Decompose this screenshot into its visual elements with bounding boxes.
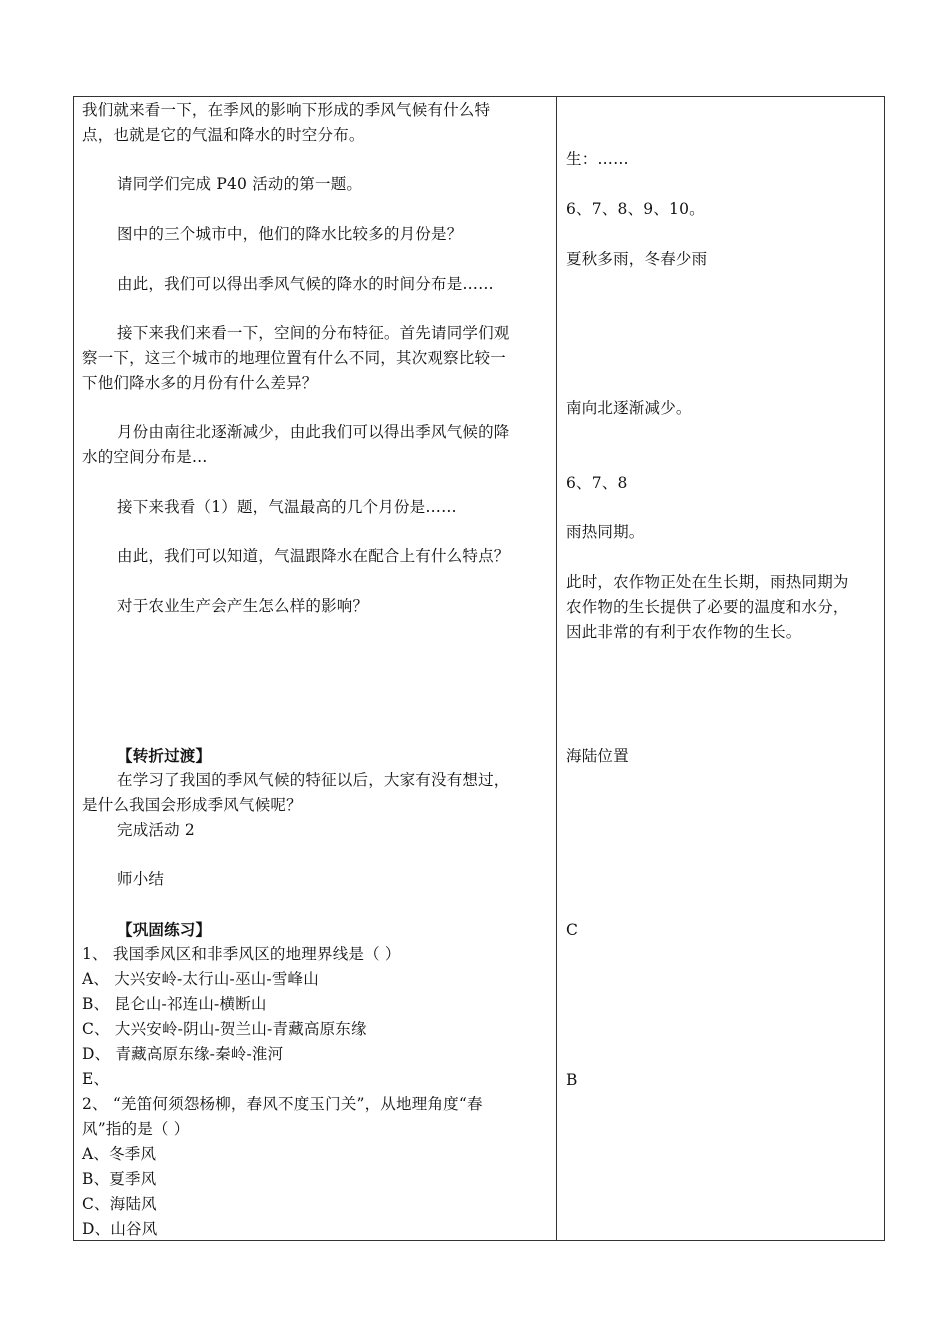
student-text-line: 雨热同期。 bbox=[566, 523, 645, 541]
option-line: E、 bbox=[82, 1070, 110, 1088]
option-line: D、 青藏高原东缘-秦岭-淮河 bbox=[82, 1045, 284, 1063]
teacher-text-line: 点，也就是它的气温和降水的时空分布。 bbox=[82, 126, 365, 144]
teacher-text-line: 师小结 bbox=[117, 870, 165, 888]
option-line: B、 昆仑山-祁连山-横断山 bbox=[82, 995, 267, 1013]
student-text-line: 南向北逐渐减少。 bbox=[566, 399, 692, 417]
teacher-text-line: 对于农业生产会产生怎么样的影响？ bbox=[117, 597, 369, 615]
lesson-table bbox=[73, 96, 885, 1241]
teacher-text-line: 在学习了我国的季风气候的特征以后，大家有没有想过， bbox=[117, 771, 510, 789]
option-line: C、 大兴安岭-阴山-贺兰山-青藏高原东缘 bbox=[82, 1020, 367, 1038]
option-line: C、海陆风 bbox=[82, 1195, 157, 1213]
teacher-text-line: 下他们降水多的月份有什么差异？ bbox=[82, 374, 318, 392]
column-divider bbox=[556, 96, 557, 1241]
student-text-line: 生：…… bbox=[566, 150, 629, 168]
teacher-text-line: 请同学们完成 P40 活动的第一题。 bbox=[117, 175, 363, 193]
option-line: D、山谷风 bbox=[82, 1220, 158, 1238]
answer-text: C bbox=[566, 921, 579, 939]
teacher-text-line: 由此，我们可以知道，气温跟降水在配合上有什么特点？ bbox=[117, 547, 510, 565]
teacher-text-line: 完成活动 2 bbox=[117, 821, 195, 839]
teacher-text-line: 水的空间分布是… bbox=[82, 448, 208, 466]
teacher-text-line: 是什么我国会形成季风气候呢？ bbox=[82, 796, 302, 814]
option-line: A、 大兴安岭-太行山-巫山-雪峰山 bbox=[82, 970, 319, 988]
student-text-line: 6、7、8 bbox=[566, 474, 628, 492]
section-heading-transition: 【转折过渡】 bbox=[117, 746, 212, 765]
student-text-line: 因此非常的有利于农作物的生长。 bbox=[566, 623, 802, 641]
question-line: 1、 我国季风区和非季风区的地理界线是（ ） bbox=[82, 945, 401, 963]
teacher-text-line: 月份由南往北逐渐减少，由此我们可以得出季风气候的降 bbox=[117, 423, 510, 441]
student-text-line: 农作物的生长提供了必要的温度和水分， bbox=[566, 598, 849, 616]
student-text-line: 夏秋多雨，冬春少雨 bbox=[566, 250, 708, 268]
teacher-text-line: 由此，我们可以得出季风气候的降水的时间分布是…… bbox=[117, 275, 494, 293]
teacher-text-line: 接下来我看（1）题，气温最高的几个月份是…… bbox=[117, 498, 457, 516]
teacher-text-line: 察一下，这三个城市的地理位置有什么不同，其次观察比较一 bbox=[82, 349, 506, 367]
question-line: 风”指的是（ ） bbox=[82, 1120, 190, 1138]
teacher-text-line: 接下来我们来看一下，空间的分布特征。首先请同学们观 bbox=[117, 324, 510, 342]
teacher-text-line: 图中的三个城市中，他们的降水比较多的月份是？ bbox=[117, 225, 463, 243]
teacher-text-line: 我们就来看一下，在季风的影响下形成的季风气候有什么特 bbox=[82, 101, 491, 119]
section-heading-practice: 【巩固练习】 bbox=[117, 920, 212, 939]
answer-text: B bbox=[566, 1071, 578, 1089]
student-text-line: 6、7、8、9、10。 bbox=[566, 200, 705, 218]
student-text-line: 此时，农作物正处在生长期，雨热同期为 bbox=[566, 573, 849, 591]
option-line: A、冬季风 bbox=[82, 1145, 157, 1163]
student-text-line: 海陆位置 bbox=[566, 747, 629, 765]
option-line: B、夏季风 bbox=[82, 1170, 157, 1188]
question-line: 2、 “羌笛何须怨杨柳，春风不度玉门关”，从地理角度“春 bbox=[82, 1095, 483, 1113]
